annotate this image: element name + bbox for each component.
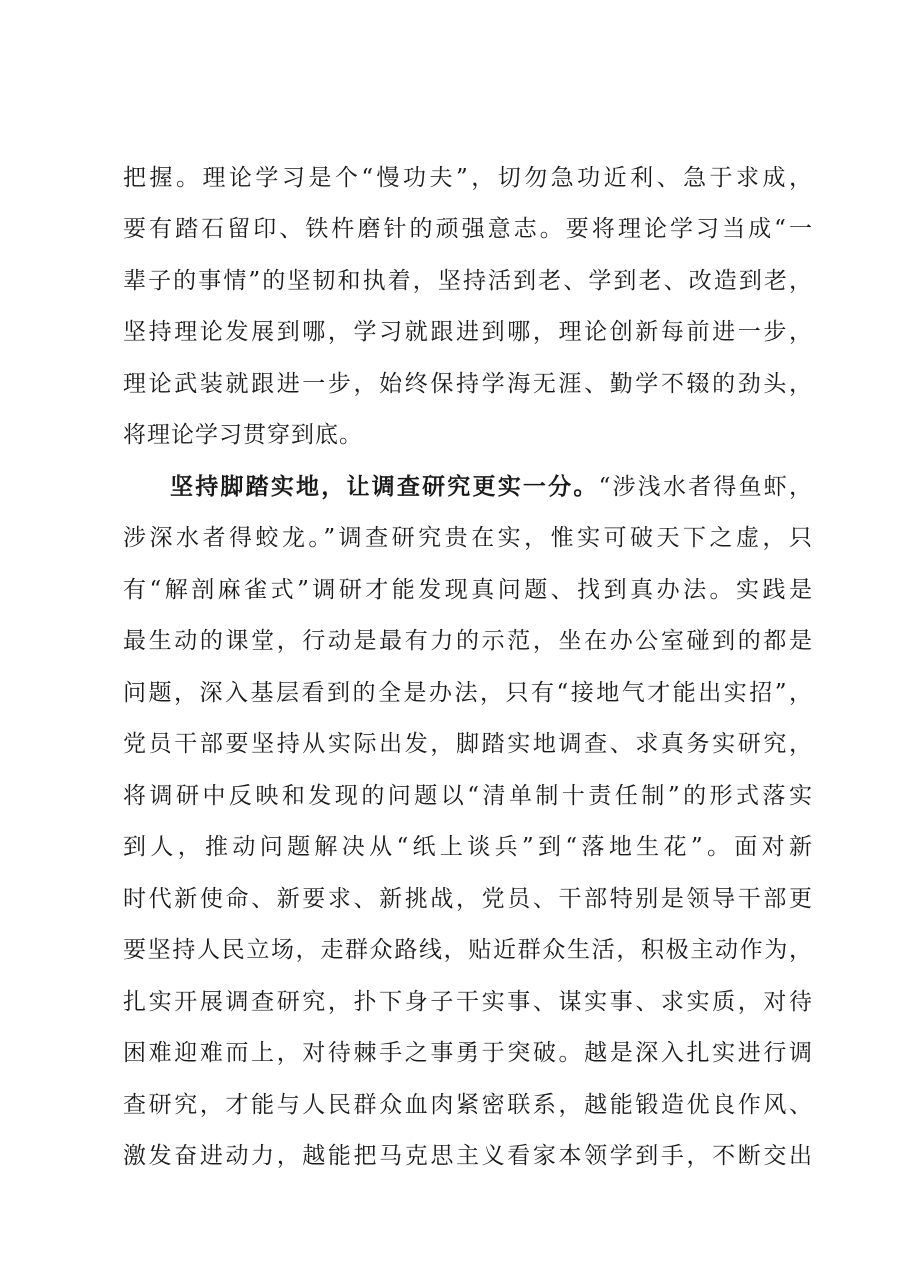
text-line: 到人，推动问题解决从“纸上谈兵”到“落地生花”。面对新	[123, 834, 813, 860]
text-line: 要坚持人民立场，走群众路线，贴近群众生活，积极主动作为，	[123, 937, 813, 963]
text-line: 涉深水者得蛟龙。”调查研究贵在实，惟实可破天下之虚，只	[123, 525, 813, 551]
text-line: 激发奋进动力，越能把马克思主义看家本领学到手，不断交出	[123, 1143, 813, 1169]
text-line: 将理论学习贯穿到底。	[123, 422, 363, 448]
text-line: 将调研中反映和发现的问题以“清单制十责任制”的形式落实	[123, 783, 813, 809]
text-line: 最生动的课堂，行动是最有力的示范，坐在办公室碰到的都是	[123, 628, 813, 654]
text-line: 有“解剖麻雀式”调研才能发现真问题、找到真办法。实践是	[123, 577, 813, 603]
paragraph-first-line	[170, 463, 813, 511]
text-line: 查研究，才能与人民群众血肉紧密联系，越能锻造优良作风、	[123, 1092, 813, 1118]
text-line: 扎实开展调查研究，扑下身子干实事、谋实事、求实质，对待	[123, 989, 813, 1015]
text-line: 把握。理论学习是个“慢功夫”，切勿急功近利、急于求成，	[123, 165, 813, 191]
text-line: 时代新使命、新要求、新挑战，党员、干部特别是领导干部更	[123, 886, 813, 912]
text-line: 理论武装就跟进一步，始终保持学海无涯、勤学不辍的劲头，	[123, 371, 813, 397]
text-line: 问题，深入基层看到的全是办法，只有“接地气才能出实招”，	[123, 680, 813, 706]
text-line: 困难迎难而上，对待棘手之事勇于突破。越是深入扎实进行调	[123, 1040, 813, 1066]
first-line-text: “涉浅水者得鱼虾，	[598, 474, 813, 500]
text-line: 党员干部要坚持从实际出发，脚踏实地调查、求真务实研究，	[123, 731, 813, 757]
paragraph-heading: 坚持脚踏实地，让调查研究更实一分。	[170, 474, 599, 500]
text-line: 坚持理论发展到哪，学习就跟进到哪，理论创新每前进一步，	[123, 319, 813, 345]
text-line: 辈子的事情”的坚韧和执着，坚持活到老、学到老、改造到老，	[123, 268, 813, 294]
text-line: 要有踏石留印、铁杵磨针的顽强意志。要将理论学习当成“一	[123, 216, 813, 242]
